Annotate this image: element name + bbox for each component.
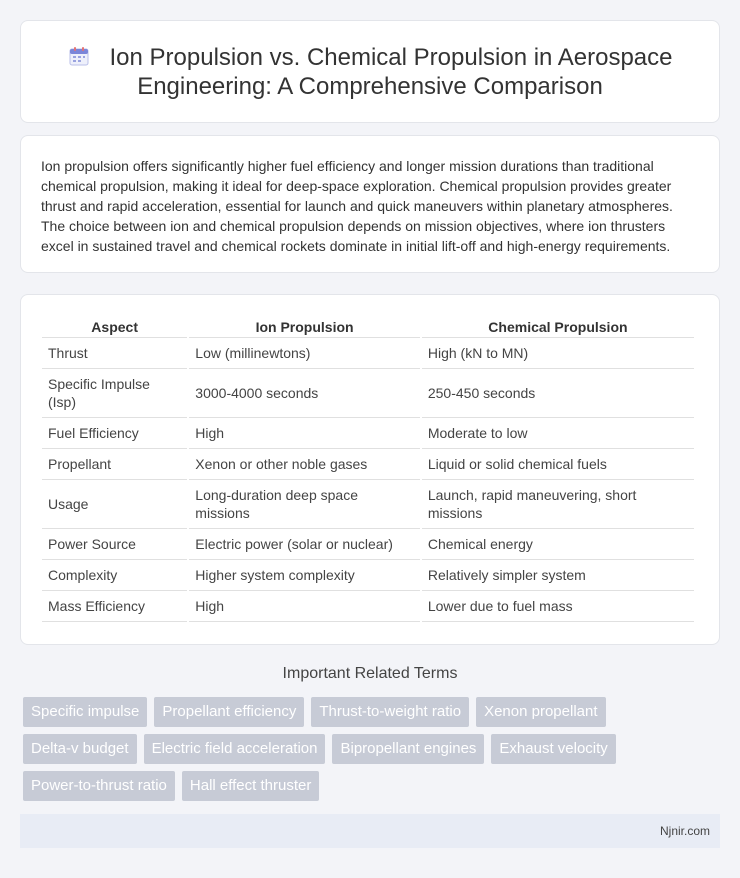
cell-ion: Higher system complexity [189, 560, 420, 591]
footer [20, 814, 720, 848]
header-ion: Ion Propulsion [189, 315, 420, 338]
table-row [42, 338, 694, 369]
tag-propellant-efficiency[interactable]: Propellant efficiency [154, 697, 304, 727]
table-row [42, 591, 694, 622]
intro-card [20, 135, 720, 273]
cell-chemical: Liquid or solid chemical fuels [422, 449, 694, 480]
cell-aspect: Complexity [42, 560, 187, 591]
table-row [42, 480, 694, 529]
title-card [20, 20, 720, 123]
comparison-table-card [20, 294, 720, 645]
related-terms-section [0, 665, 740, 801]
tag-delta-v-budget[interactable]: Delta-v budget [23, 734, 137, 764]
calendar-icon [68, 45, 90, 67]
footer-site-name[interactable]: Njnir.com [659, 824, 710, 838]
related-terms-heading: Important Related Terms [282, 665, 458, 682]
cell-ion: High [189, 591, 420, 622]
cell-aspect: Usage [42, 480, 187, 529]
cell-ion: 3000-4000 seconds [189, 369, 420, 418]
cell-aspect: Mass Efficiency [42, 591, 187, 622]
cell-aspect: Propellant [42, 449, 187, 480]
cell-chemical: Launch, rapid maneuvering, short missions [422, 480, 694, 529]
tag-exhaust-velocity[interactable]: Exhaust velocity [491, 734, 615, 764]
tag-specific-impulse[interactable]: Specific impulse [23, 697, 147, 727]
cell-chemical: 250-450 seconds [422, 369, 694, 418]
cell-aspect: Power Source [42, 529, 187, 560]
tag-electric-field-acceleration[interactable]: Electric field acceleration [144, 734, 326, 764]
cell-ion: High [189, 418, 420, 449]
related-terms-tags [23, 697, 683, 801]
header-chemical: Chemical Propulsion [422, 315, 694, 338]
tag-bipropellant-engines[interactable]: Bipropellant engines [332, 734, 484, 764]
cell-chemical: Relatively simpler system [422, 560, 694, 591]
header-aspect: Aspect [42, 315, 187, 338]
table-header-row [42, 315, 694, 338]
table-row [42, 449, 694, 480]
tag-power-to-thrust-ratio[interactable]: Power-to-thrust ratio [23, 771, 175, 801]
cell-chemical: Moderate to low [422, 418, 694, 449]
cell-chemical: High (kN to MN) [422, 338, 694, 369]
table-row [42, 369, 694, 418]
cell-aspect: Specific Impulse (Isp) [42, 369, 187, 418]
intro-paragraph: Ion propulsion offers significantly higher fuel efficiency and longer mission durations than traditional chemical propulsion, making it ideal for deep-space exploration. Chemical propulsion provides greater thrust and rapid acceleration, essential for launch and quick maneuvers within planetary atmospheres. The choice between ion and chemical propulsion depends on mission objectives, where ion thrusters excel in sustained travel and chemical rockets dominate in initial lift-off and high-energy requirements. [41, 158, 673, 254]
cell-ion: Xenon or other noble gases [189, 449, 420, 480]
cell-chemical: Chemical energy [422, 529, 694, 560]
table-row [42, 418, 694, 449]
cell-aspect: Thrust [42, 338, 187, 369]
tag-hall-effect-thruster[interactable]: Hall effect thruster [182, 771, 319, 801]
page-title [51, 43, 689, 101]
cell-chemical: Lower due to fuel mass [422, 591, 694, 622]
cell-ion: Electric power (solar or nuclear) [189, 529, 420, 560]
cell-aspect: Fuel Efficiency [42, 418, 187, 449]
cell-ion: Low (millinewtons) [189, 338, 420, 369]
page-title-text: Ion Propulsion vs. Chemical Propulsion in Aerospace Engineering: A Comprehensive Comparison [109, 43, 673, 100]
table-row [42, 560, 694, 591]
tag-xenon-propellant[interactable]: Xenon propellant [476, 697, 605, 727]
table-row [42, 529, 694, 560]
comparison-table [40, 315, 696, 622]
cell-ion: Long-duration deep space missions [189, 480, 420, 529]
tag-thrust-to-weight-ratio[interactable]: Thrust-to-weight ratio [311, 697, 469, 727]
